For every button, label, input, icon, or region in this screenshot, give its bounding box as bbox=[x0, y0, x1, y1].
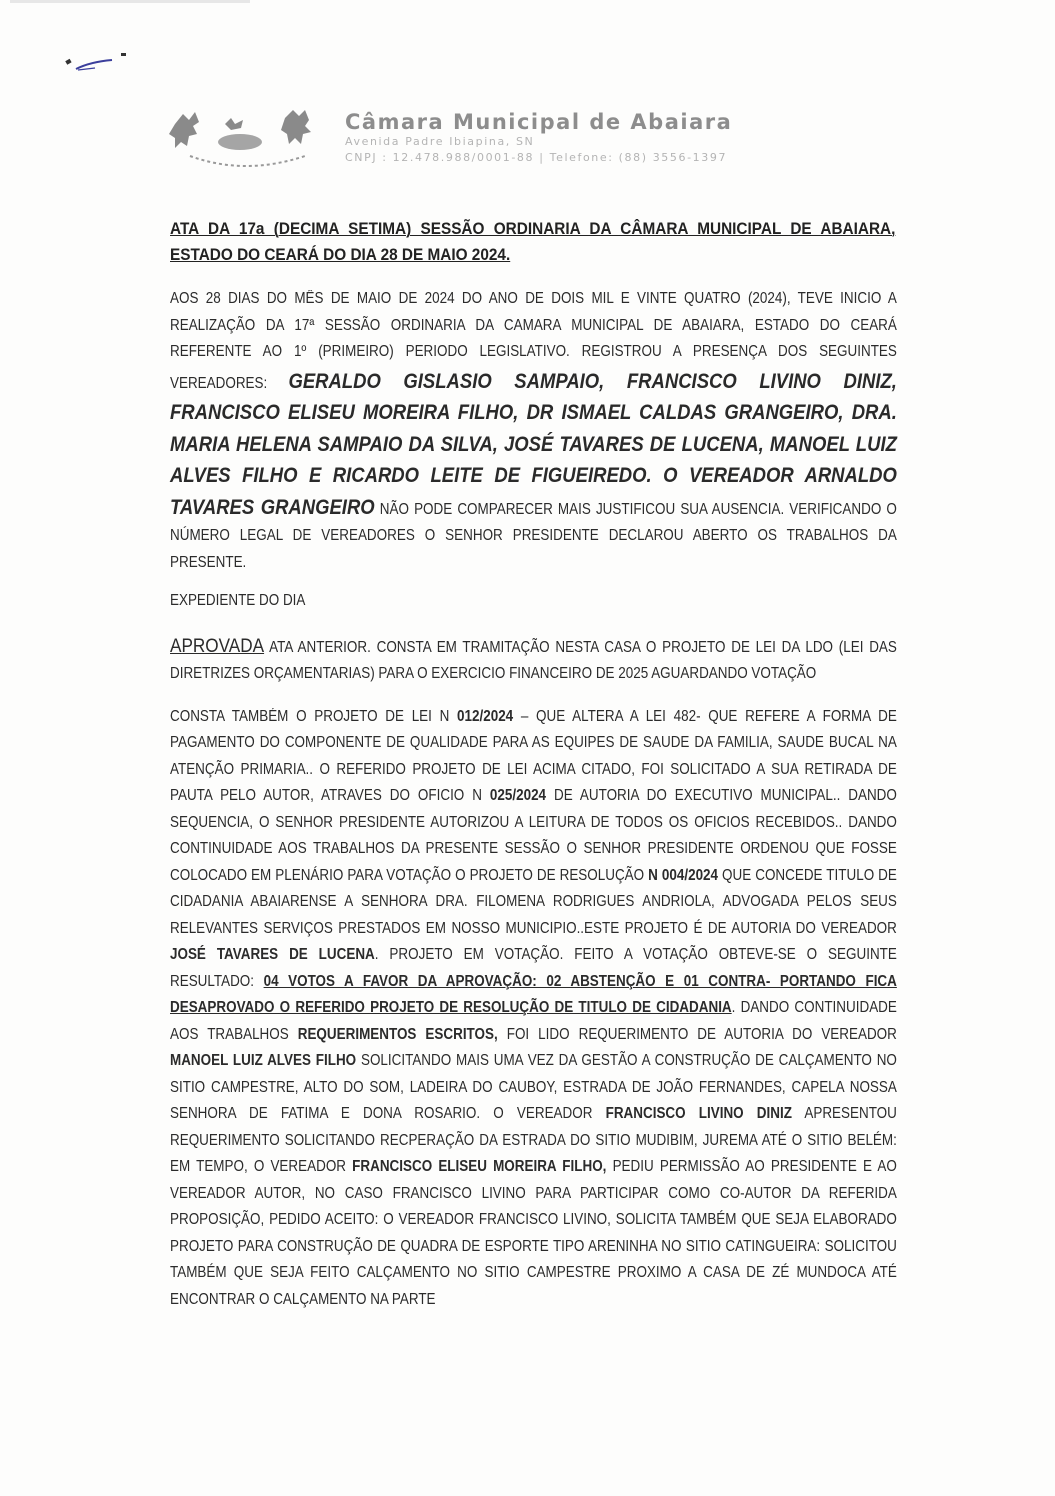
letterhead bbox=[165, 104, 885, 176]
councilor-name: FRANCISCO LIVINO DINIZ bbox=[605, 1105, 792, 1122]
body-text: QUE CONCEDE TITULO DE CIDADANIA ABAIARENSE A SENHORA DRA. FILOMENA RODRIGUES ANDRIOLA, ADVOGADA PELOS SEUS RELEVANTES SERVIÇOS PRESTADOS EM NOSSO MUNICIPIO..ESTE PROJETO É DE AUTORIA DO VEREADOR bbox=[170, 866, 897, 937]
opening-paragraph bbox=[170, 286, 897, 576]
body-text: CONSTA TAMBÉM O PROJETO DE LEI N bbox=[170, 707, 458, 725]
resolution-number: N 004/2024 bbox=[648, 866, 719, 884]
letterhead-contact: CNPJ : 12.478.988/0001-88 | Telefone: (88) 3556-1397 bbox=[345, 151, 728, 164]
approval-keyword: APROVADA bbox=[170, 634, 265, 657]
body-text: FOI LIDO REQUERIMENTO DE AUTORIA DO VEREADOR bbox=[497, 1025, 897, 1043]
section-heading: EXPEDIENTE DO DIA bbox=[170, 592, 306, 609]
approval-paragraph bbox=[170, 633, 897, 688]
written-requests-label: REQUERIMENTOS ESCRITOS, bbox=[297, 1025, 498, 1043]
body-paragraph bbox=[170, 704, 897, 1314]
body-text: APRESENTOU REQUERIMENTO SOLICITANDO RECPERAÇÃO DA ESTRADA DO SITIO MUDIBIM, JUREMA ATÉ O SITIO BELÉM: EM TEMPO, O VEREADOR bbox=[170, 1105, 897, 1175]
councilor-name: FRANCISCO ELISEU MOREIRA FILHO, bbox=[352, 1158, 607, 1175]
letterhead-name: Câmara Municipal de Abaiara bbox=[345, 110, 733, 134]
vote-result: 04 VOTOS A FAVOR DA APROVAÇÃO: 02 ABSTENÇÃO E 01 CONTRA- PORTANDO FICA DESAPROVADO O REFERIDO PROJETO DE RESOLUÇÃO DE TITULO DE CIDADANIA bbox=[170, 972, 897, 1016]
opening-text: AOS 28 DIAS DO MÊS DE MAIO DE 2024 DO ANO DE DOIS MIL E VINTE QUATRO (2024), TEVE INICIO A REALIZAÇÃO DA 17ª SESSÃO ORDINARIA DA CAMARA MUNICIPAL DE ABAIARA, ESTADO DO CEARÁ REFERENTE AO 1º (PRIMEIRO) PERIODO LEGISLATIVO. REGISTROU A PRESENÇA DOS SEGUINTES VEREADORES: bbox=[170, 290, 897, 392]
body-text: PEDIU PERMISSÃO AO PRESIDENTE E AO VEREADOR AUTOR, NO CASO FRANCISCO LIVINO PARA PARTICIPAR COMO CO-AUTOR DA REFERIDA PROPOSIÇÃO, PEDIDO ACEITO: O VEREADOR FRANCISCO LIVINO, SOLICITA TAMBÉM QUE SEJA ELABORADO PROJETO PARA CONSTRUÇÃO DE QUADRA DE ESPORTE TIPO ARENINHA NO SITIO CATINGUEIRA: SOLICITOU TAMBÉM QUE SEJA FEITO CALÇAMENTO NO SITIO CAMPESTRE PROXIMO A CASA DE ZÉ MUNDOCA ATÉ ENCONTRAR O CALÇAMENTO NA PARTE bbox=[170, 1158, 897, 1308]
body-text: – QUE ALTERA A LEI 482- QUE REFERE A FORMA DE PAGAMENTO DO COMPONENTE DE QUALIDADE PARA AS EQUIPES DE SAUDE DA FAMILIA, SAUDE BUCAL NA ATENÇÃO PRIMARIA.. O REFERIDO PROJETO DE LEI ACIMA CITADO, FOI SOLICITADO A SUA RETIRADA DE PAUTA PELO AUTOR, ATRAVES DO OFICIO N bbox=[170, 707, 897, 804]
bill-number: 012/2024 bbox=[457, 707, 514, 725]
body-text: . DANDO CONTINUIDADE AOS TRABALHOS bbox=[170, 999, 897, 1043]
present-councilors: GERALDO GISLASIO SAMPAIO, FRANCISCO LIVINO DINIZ, FRANCISCO ELISEU MOREIRA FILHO, DR ISMAEL CALDAS GRANGEIRO, DRA. MARIA HELENA SAMPAIO DA SILVA, JOSÉ TAVARES DE LUCENA, MANOEL LUIZ ALVES FILHO E RICARDO LEITE DE FIGUEIREDO. O VEREADOR ARNALDO TAVARES GRANGEIRO bbox=[170, 369, 897, 519]
pen-mark-icon bbox=[60, 48, 140, 78]
opening-closing: NÃO PODE COMPARECER MAIS JUSTIFICOU SUA AUSENCIA. VERIFICANDO O NÚMERO LEGAL DE VEREADORES O SENHOR PRESIDENTE DECLAROU ABERTO OS TRABALHOS DA PRESENTE. bbox=[170, 500, 897, 571]
oficio-number: 025/2024 bbox=[489, 787, 547, 804]
councilor-name: MANOEL LUIZ ALVES FILHO bbox=[170, 1052, 357, 1069]
minutes-document bbox=[170, 216, 896, 1313]
letterhead-address: Avenida Padre Ibiapina, SN bbox=[345, 135, 535, 148]
body-text: SOLICITANDO MAIS UMA VEZ DA GESTÃO A CONSTRUÇÃO DE CALÇAMENTO NO SITIO CAMPESTRE, ALTO DO SOM, LADEIRA DO CAUBOY, ESTRADA DE JOÃO FERNANDES, CAPELA NOSSA SENHORA DE FATIMA E DONA ROSARIO. O VEREADOR bbox=[170, 1052, 897, 1122]
author-name: JOSÉ TAVARES DE LUCENA bbox=[170, 946, 375, 963]
municipal-crest-icon bbox=[165, 104, 330, 176]
approval-text: ATA ANTERIOR. CONSTA EM TRAMITAÇÃO NESTA CASA O PROJETO DE LEI DA LDO (LEI DAS DIRETRIZES ORÇAMENTARIAS) PARA O EXERCICIO FINANCEIRO DE 2025 AGUARDANDO VOTAÇÃO bbox=[170, 638, 897, 682]
document-title: ATA DA 17a (DECIMA SETIMA) SESSÃO ORDINARIA DA CÂMARA MUNICIPAL DE ABAIARA, ESTADO DO CEARÁ DO DIA 28 DE MAIO 2024. bbox=[170, 220, 896, 264]
scan-artifact bbox=[10, 0, 250, 3]
body-text: . PROJETO EM VOTAÇÃO. FEITO A VOTAÇÃO OBTEVE-SE O SEGUINTE RESULTADO: bbox=[170, 946, 897, 990]
body-text: DE AUTORIA DO EXECUTIVO MUNICIPAL.. DANDO SEQUENCIA, O SENHOR PRESIDENTE AUTORIZOU A LEITURA DE TODOS OS OFICIOS RECEBIDOS.. DANDO CONTINUIDADE AOS TRABALHOS DA PRESENTE SESSÃO O SENHOR PRESIDENTE ORDENOU QUE FOSSE COLOCADO EM PLENÁRIO PARA VOTAÇÃO O PROJETO DE RESOLUÇÃO bbox=[170, 787, 897, 884]
